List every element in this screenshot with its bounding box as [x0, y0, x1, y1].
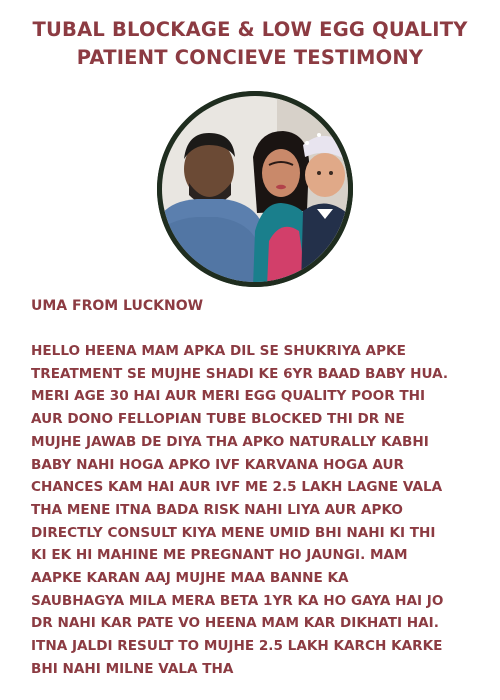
testimony-line: BABY NAHI HOGA APKO IVF KARVANA HOGA AUR: [31, 456, 404, 473]
testimony-line: MUJHE JAWAB DE DIYA THA APKO NATURALLY KABHI: [31, 433, 429, 450]
family-photo: [157, 91, 353, 287]
testimony-line: AUR DONO FELLOPIAN TUBE BLOCKED THI DR NE: [31, 411, 405, 428]
testimony-line: SAUBHAGYA MILA MERA BETA 1YR KA HO GAYA HAI JO: [31, 592, 444, 609]
testimony-line: HELLO HEENA MAM APKA DIL SE SHUKRIYA APKE: [31, 343, 406, 359]
patient-name: UMA FROM LUCKNOW: [31, 298, 204, 314]
testimony-line: MERI AGE 30 HAI AUR MERI EGG QUALITY POOR THI: [31, 388, 426, 405]
title-line-2: PATIENT CONCIEVE TESTIMONY: [76, 46, 424, 69]
testimony-line: TREATMENT SE MUJHE SHADI KE 6YR BAAD BABY HUA.: [31, 365, 449, 382]
testimony-line: CHANCES KAM HAI AUR IVF ME 2.5 LAKH LAGNE VALA: [31, 479, 443, 496]
testimony-line: DIRECTLY CONSULT KIYA MENE UMID BHI NAHI KI THI: [31, 524, 436, 541]
family-photo-icon: [157, 91, 353, 287]
testimony-line: KI EK HI MAHINE ME PREGNANT HO JAUNGI. MAM: [31, 547, 408, 564]
testimony-line: ITNA JALDI RESULT TO MUJHE 2.5 LAKH KARCH KARKE: [31, 638, 443, 655]
testimony-line: DR NAHI KAR PATE VO HEENA MAM KAR DIKHATI HAI.: [31, 615, 439, 632]
testimony-line: THA MENE ITNA BADA RISK NAHI LIYA AUR APKO: [31, 501, 403, 518]
testimony-line: AAPKE KARAN AAJ MUJHE MAA BANNE KA: [31, 570, 349, 587]
testimony-text: [31, 340, 481, 681]
title-line-1: TUBAL BLOCKAGE & LOW EGG QUALITY: [32, 18, 468, 41]
page-title: [0, 16, 500, 72]
testimony-line: BHI NAHI MILNE VALA THA: [31, 660, 234, 677]
